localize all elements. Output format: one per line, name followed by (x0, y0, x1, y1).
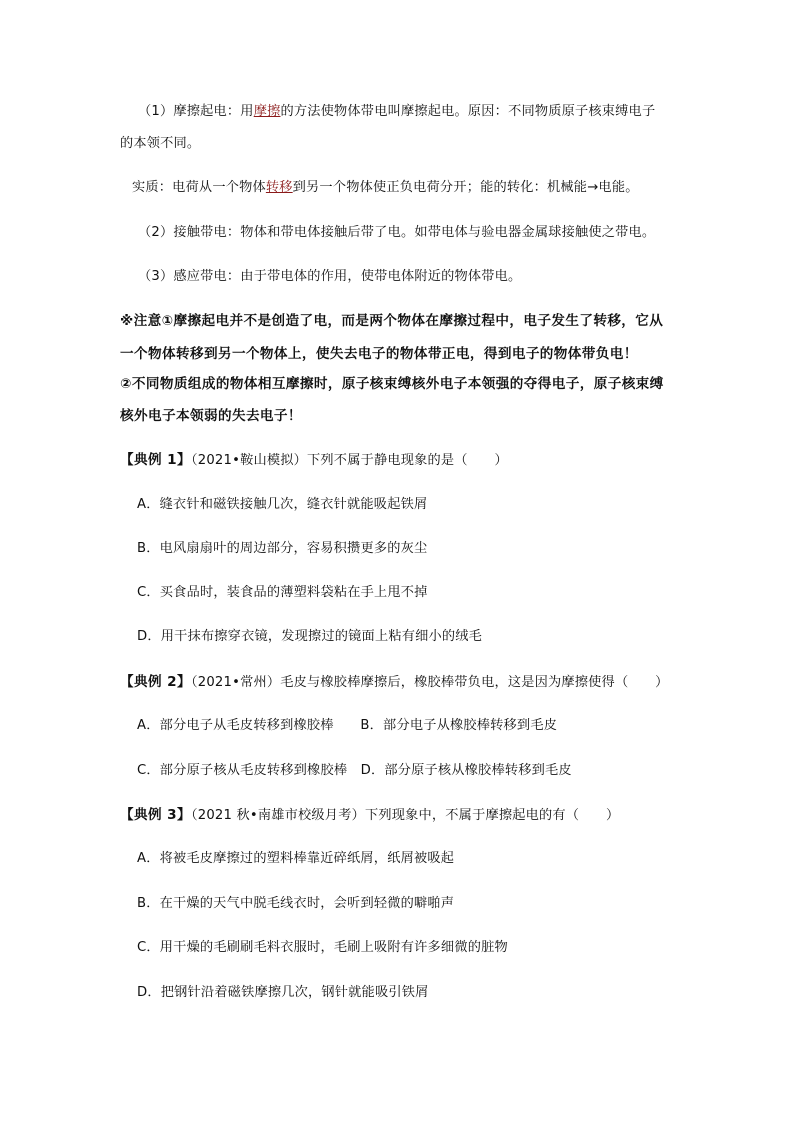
text-segment: 实质：电荷从一个物体 (132, 180, 266, 195)
example-tag: 【典例 2】 (120, 674, 191, 690)
note-line-3: ②不同物质组成的物体相互摩擦时，原子核束缚核外电子本领强的夺得电子，原子核束缚 (120, 376, 664, 392)
options-c-d[interactable]: C．部分原子核从毛皮转移到橡胶棒 D．部分原子核从橡胶棒转移到毛皮 (137, 763, 572, 778)
note-line-1: ※注意①摩擦起电并不是创造了电，而是两个物体在摩擦过程中，电子发生了转移，它从 (120, 313, 664, 329)
example-1-stem (120, 451, 684, 470)
friction-charging-line-2: 的本领不同。 (120, 136, 201, 151)
text-segment: 到另一个物体使正负电荷分开；能的转化：机械能→电能。 (292, 180, 639, 195)
option-a[interactable]: A．缝衣针和磁铁接触几次，缝衣针就能吸起铁屑 (137, 497, 428, 512)
question-text: （2021 秋•南雄市校级月考）下列现象中，不属于摩擦起电的有（ ） (190, 808, 620, 823)
option-c[interactable]: C．用干燥的毛刷刷毛料衣服时，毛刷上吸附有许多细微的脏物 (137, 940, 508, 955)
options-a-b[interactable]: A．部分电子从毛皮转移到橡胶棒 B．部分电子从橡胶棒转移到毛皮 (137, 718, 558, 733)
note-line-4: 核外电子本领弱的失去电子！ (120, 408, 302, 424)
option-b[interactable]: B．在干燥的天气中脱毛线衣时，会听到轻微的噼啪声 (137, 896, 455, 911)
example-tag: 【典例 3】 (120, 807, 191, 823)
option-d[interactable]: D．把钢针沿着磁铁摩擦几次，钢针就能吸引铁屑 (137, 985, 429, 1000)
text-segment: （1）摩擦起电：用 (138, 104, 254, 119)
option-c[interactable]: C．买食品时，装食品的薄塑料袋粘在手上甩不掉 (137, 585, 428, 600)
option-a[interactable]: A．将被毛皮摩擦过的塑料棒靠近碎纸屑，纸屑被吸起 (137, 851, 455, 866)
transfer-link[interactable]: 转移 (265, 180, 293, 195)
induction-charging-line: （3）感应带电：由于带电体的作用，使带电体附近的物体带电。 (138, 269, 522, 284)
example-tag: 【典例 1】 (120, 452, 191, 468)
essence-line (132, 179, 684, 197)
option-b[interactable]: B．电风扇扇叶的周边部分，容易积攒更多的灰尘 (137, 541, 428, 556)
option-d[interactable]: D．用干抹布擦穿衣镜，发现擦过的镜面上粘有细小的绒毛 (137, 629, 483, 644)
contact-charging-line: （2）接触带电：物体和带电体接触后带了电。如带电体与验电器金属球接触使之带电。 (138, 225, 656, 240)
text-segment: 的方法使物体带电叫摩擦起电。原因：不同物质原子核束缚电子 (280, 104, 656, 119)
example-2-stem (120, 673, 684, 692)
example-3-stem (120, 806, 684, 825)
question-text: （2021•常州）毛皮与橡胶棒摩擦后，橡胶棒带负电，这是因为摩擦使得（ ） (190, 675, 669, 690)
friction-charging-line (138, 103, 684, 121)
note-line-2: 一个物体转移到另一个物体上，使失去电子的物体带正电，得到电子的物体带负电！ (120, 346, 638, 362)
question-text: （2021•鞍山模拟）下列不属于静电现象的是（ ） (190, 453, 508, 468)
friction-link[interactable]: 摩擦 (253, 104, 281, 119)
